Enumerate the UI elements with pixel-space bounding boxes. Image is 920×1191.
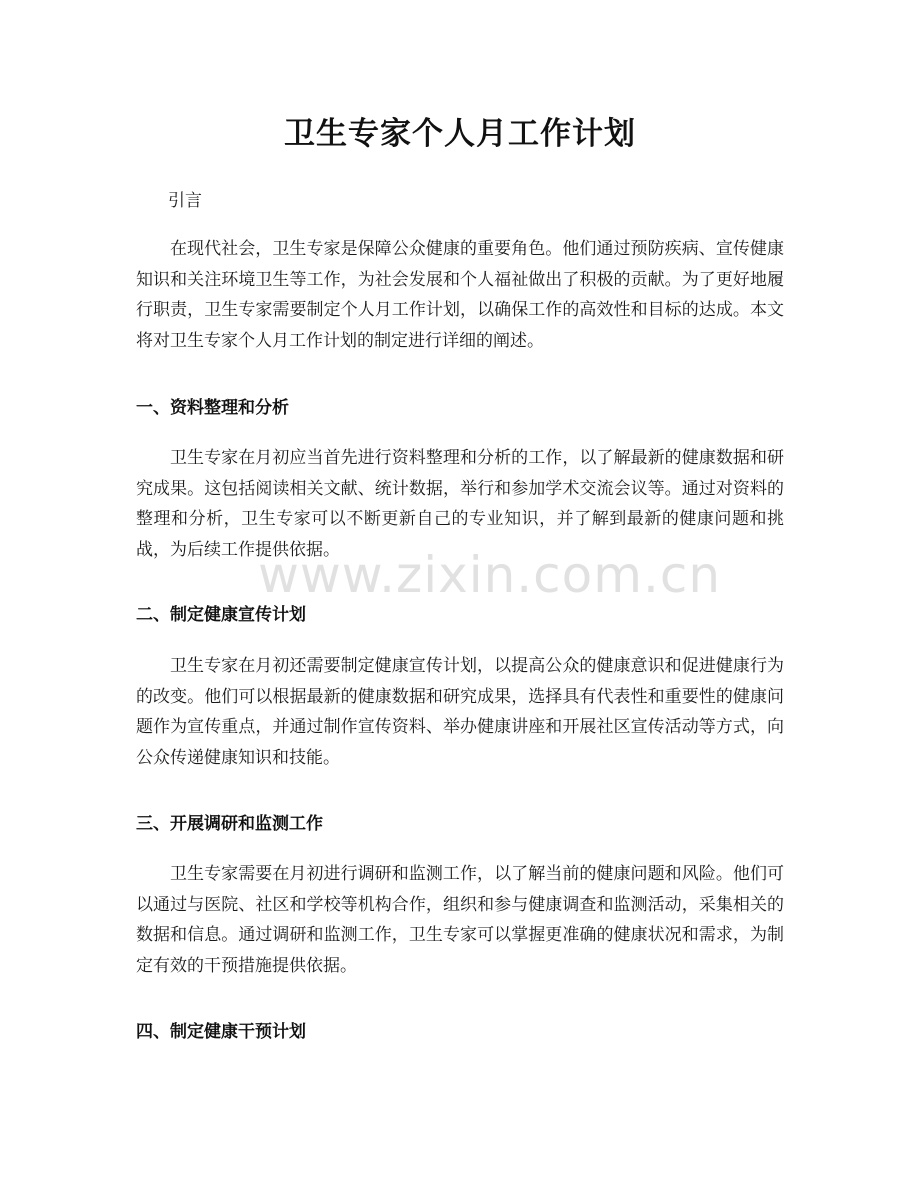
section-heading-3: 三、开展调研和监测工作	[136, 814, 323, 834]
intro-paragraph: 在现代社会，卫生专家是保障公众健康的重要角色。他们通过预防疾病、宣传健康知识和关注环境卫生等工作，为社会发展和个人福祉做出了积极的贡献。为了更好地履行职责，卫生专家需要制定个人月工作计划，以确保工作的高效性和目标的达成。本文将对卫生专家个人月工作计划的制定进行详细的阐述。	[136, 239, 784, 351]
section-paragraph-2: 卫生专家在月初还需要制定健康宣传计划，以提高公众的健康意识和促进健康行为的改变。他们可以根据最新的健康数据和研究成果，选择具有代表性和重要性的健康问题作为宣传重点，并通过制作宣传资料、举办健康讲座和开展社区宣传活动等方式，向公众传递健康知识和技能。	[136, 656, 784, 768]
watermark-text: www.zixin.com.cn	[258, 546, 722, 604]
section-paragraph-1: 卫生专家在月初应当首先进行资料整理和分析的工作，以了解最新的健康数据和研究成果。这包括阅读相关文献、统计数据，举行和参加学术交流会议等。通过对资料的整理和分析，卫生专家可以不断更新自己的专业知识，并了解到最新的健康问题和挑战，为后续工作提供依据。	[136, 448, 784, 560]
section-heading-4: 四、制定健康干预计划	[136, 1022, 306, 1042]
section-paragraph-3: 卫生专家需要在月初进行调研和监测工作，以了解当前的健康问题和风险。他们可以通过与医院、社区和学校等机构合作，组织和参与健康调查和监测活动，采集相关的数据和信息。通过调研和监测工作，卫生专家可以掌握更准确的健康状况和需求，为制定有效的干预措施提供依据。	[136, 864, 784, 976]
section-heading-2: 二、制定健康宣传计划	[136, 605, 306, 625]
document-title: 卫生专家个人月工作计划	[284, 116, 636, 152]
intro-label: 引言	[168, 191, 202, 211]
section-heading-1: 一、资料整理和分析	[136, 398, 289, 418]
